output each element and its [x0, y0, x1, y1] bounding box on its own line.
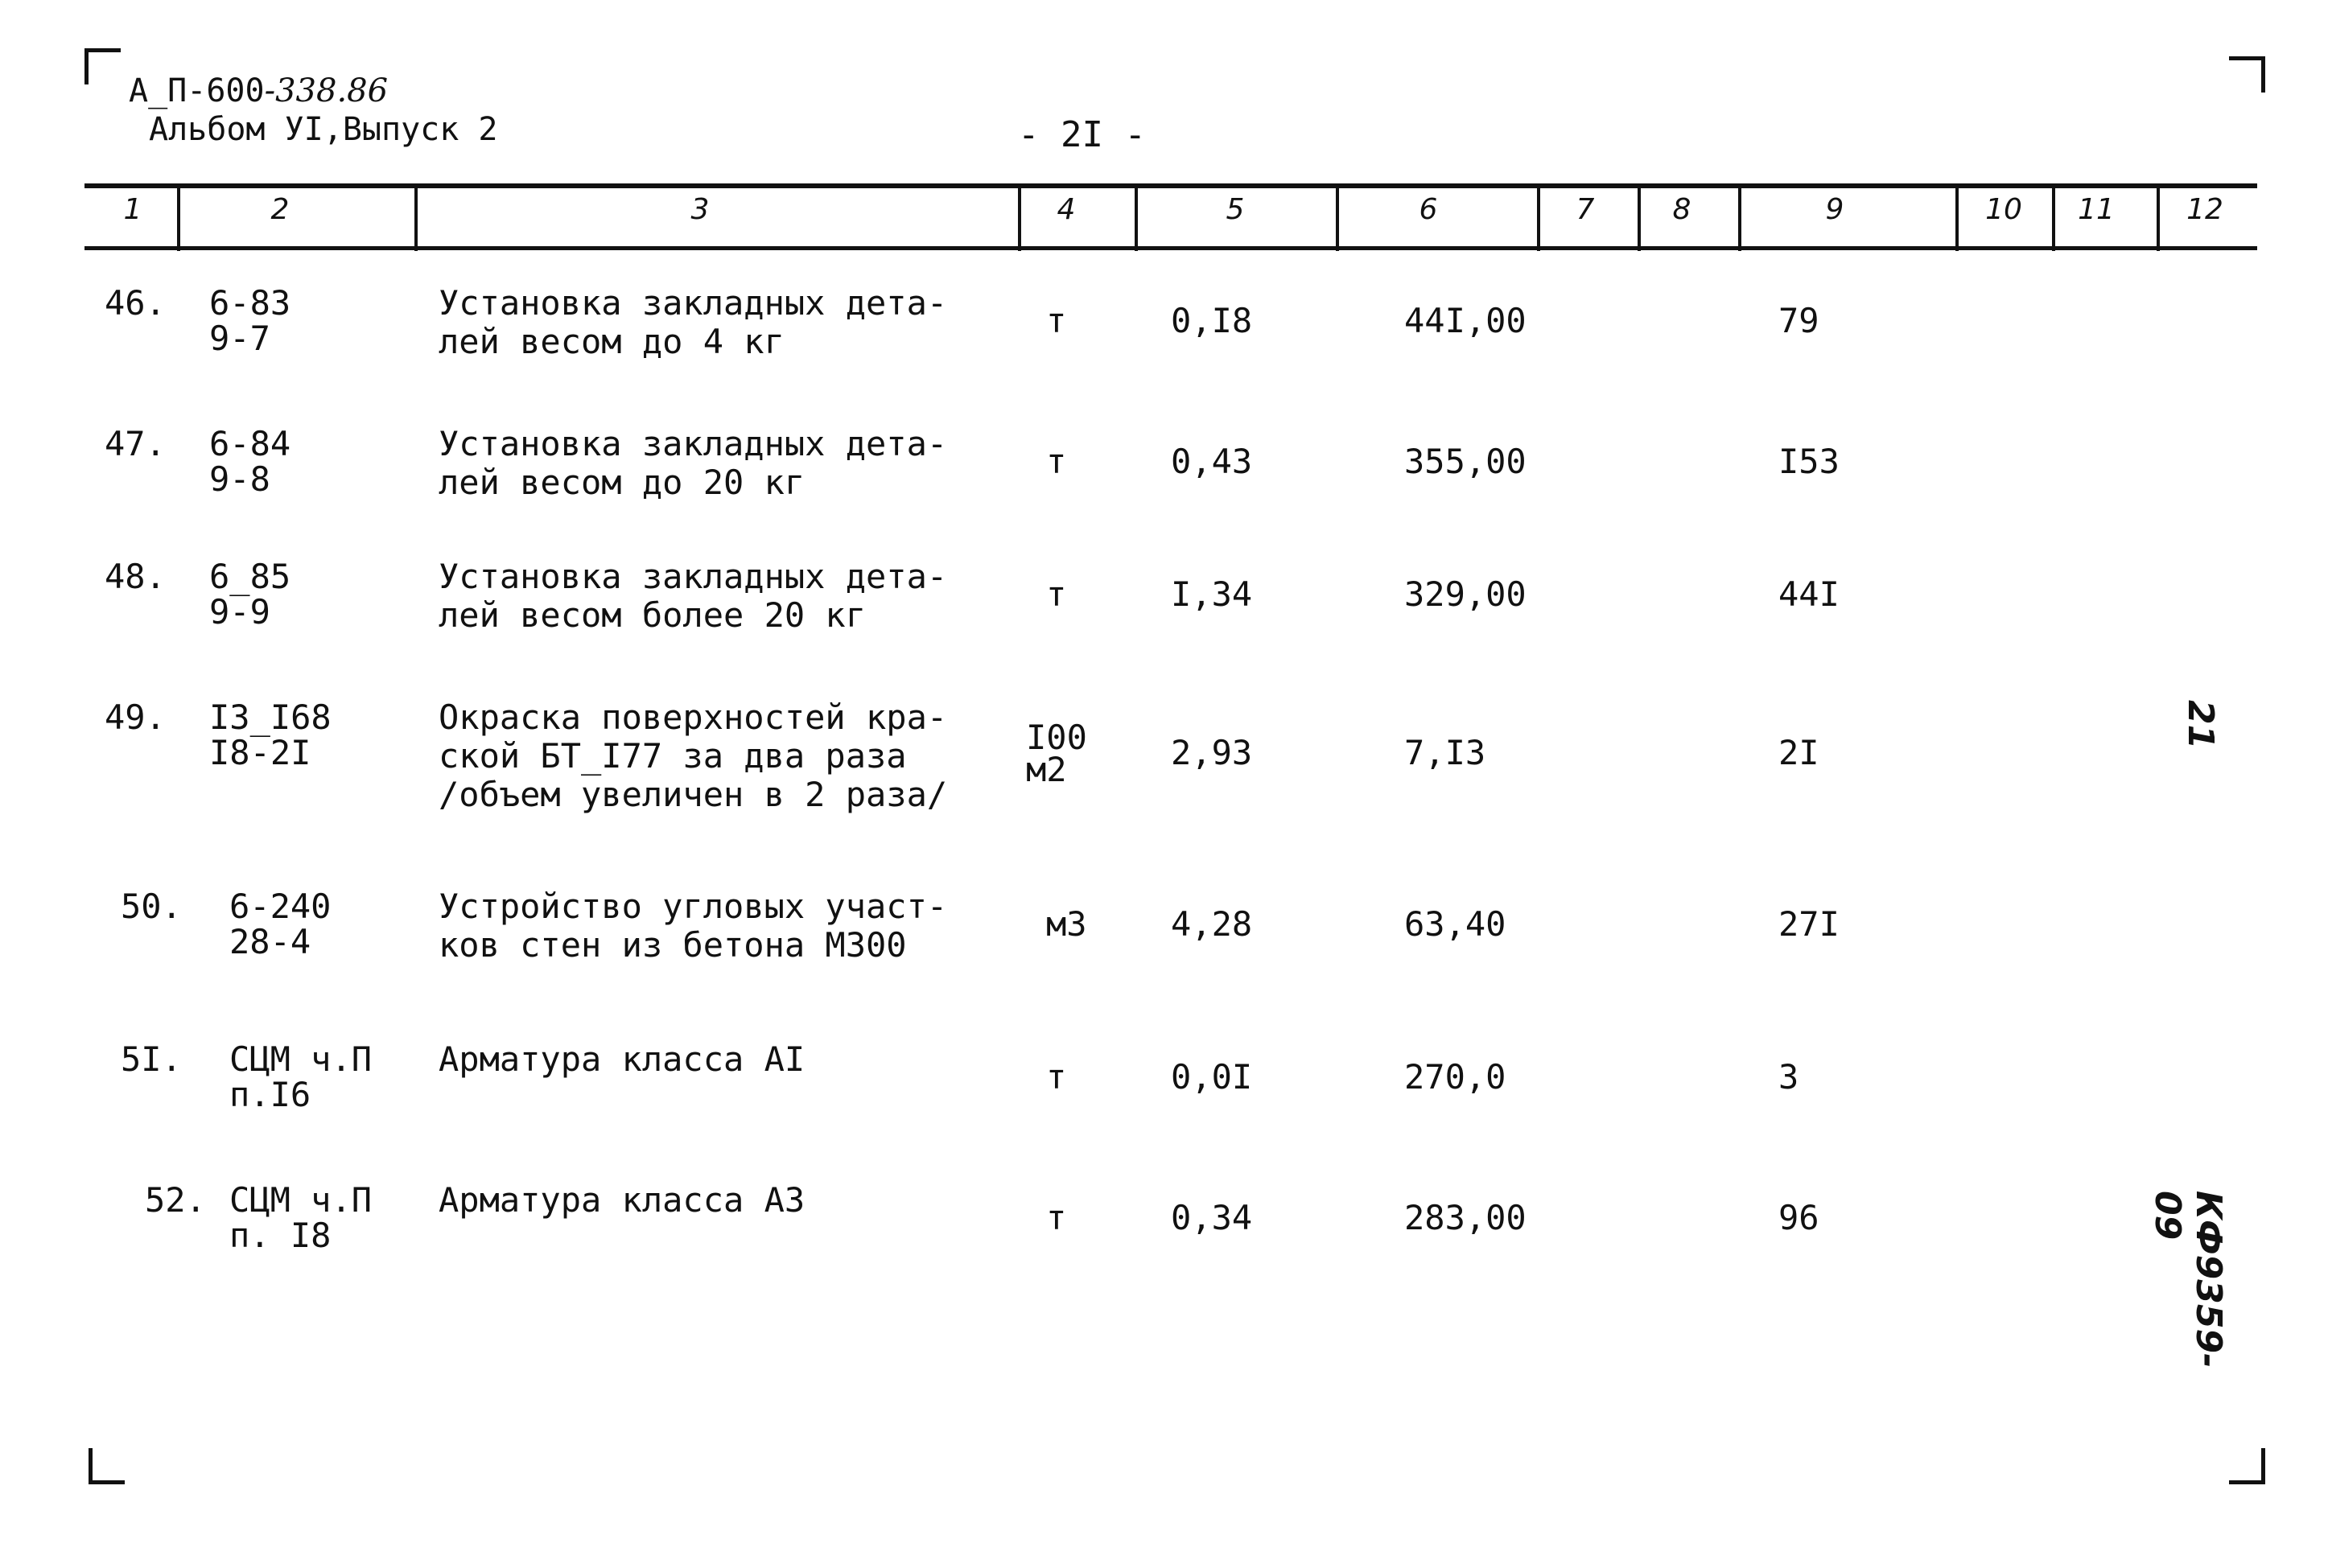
column-divider — [1738, 185, 1741, 251]
document-reference-printed: А_П-600 — [129, 72, 265, 109]
row-unit: т — [1046, 301, 1067, 340]
row-unit-price: 329,00 — [1404, 574, 1527, 614]
row-description: Окраска поверхностей кра- — [439, 698, 948, 737]
column-divider — [414, 185, 418, 251]
row-number: 52. — [145, 1180, 206, 1220]
row-number: 47. — [105, 424, 166, 463]
row-code: СЦМ ч.П — [229, 1180, 373, 1220]
row-total: 27I — [1778, 904, 1840, 944]
row-number: 46. — [105, 283, 166, 323]
row-description: /объем увеличен в 2 раза/ — [439, 775, 948, 814]
row-description: Установка закладных дета- — [439, 557, 948, 596]
row-number: 5I. — [121, 1039, 182, 1079]
row-unit-price: 63,40 — [1404, 904, 1506, 944]
row-description: лей весом более 20 кг — [439, 595, 867, 635]
row-total: 79 — [1778, 301, 1819, 340]
row-unit-price: 7,I3 — [1404, 733, 1486, 772]
row-unit-price: 44I,00 — [1404, 301, 1527, 340]
row-unit: I00 — [1026, 718, 1087, 757]
column-number-4: 4 — [1057, 193, 1076, 226]
column-divider — [1955, 185, 1959, 251]
page-number: - 2I - — [1018, 114, 1146, 155]
row-unit: м2 — [1026, 750, 1067, 789]
corner-mark-top-right — [2229, 56, 2265, 93]
row-description: Установка закладных дета- — [439, 424, 948, 463]
row-number: 50. — [121, 887, 182, 926]
document-reference-handwritten: -338.86 — [264, 72, 389, 109]
header-top-rule — [84, 183, 2257, 188]
column-number-2: 2 — [270, 193, 290, 226]
row-unit-price: 355,00 — [1404, 442, 1527, 481]
column-number-9: 9 — [1825, 193, 1844, 226]
row-code: 9-9 — [209, 592, 270, 632]
row-total: I53 — [1778, 442, 1840, 481]
row-description: ков стен из бетона М300 — [439, 925, 907, 965]
row-quantity: 0,43 — [1171, 442, 1253, 481]
row-code: 9-8 — [209, 459, 270, 499]
row-unit: т — [1046, 1057, 1067, 1097]
column-divider — [1638, 185, 1641, 251]
row-description: Арматура класса АЗ — [439, 1180, 806, 1220]
row-code: 6-240 — [229, 887, 332, 926]
header-bottom-rule — [84, 246, 2257, 250]
row-description: лей весом до 20 кг — [439, 463, 806, 502]
row-total: 96 — [1778, 1198, 1819, 1237]
column-number-1: 1 — [123, 193, 142, 226]
row-quantity: 4,28 — [1171, 904, 1253, 944]
row-quantity: I,34 — [1171, 574, 1253, 614]
row-number: 49. — [105, 698, 166, 737]
row-quantity: 0,0I — [1171, 1057, 1253, 1097]
row-total: 2I — [1778, 733, 1819, 772]
column-number-11: 11 — [2078, 193, 2115, 226]
row-description: Устройство угловых участ- — [439, 887, 948, 926]
album-label: Альбом УI,Выпуск 2 — [149, 111, 498, 148]
column-number-10: 10 — [1985, 193, 2022, 226]
column-number-3: 3 — [690, 193, 710, 226]
column-number-5: 5 — [1226, 193, 1245, 226]
side-stamp: КФ9359-09 — [2147, 1191, 2229, 1368]
column-divider — [1336, 185, 1339, 251]
row-quantity: 0,I8 — [1171, 301, 1253, 340]
row-unit: т — [1046, 1198, 1067, 1237]
document-reference — [129, 72, 388, 109]
row-unit-price: 270,0 — [1404, 1057, 1506, 1097]
row-unit: т — [1046, 442, 1067, 481]
column-divider — [1537, 185, 1540, 251]
column-divider — [1135, 185, 1138, 251]
row-code: 28-4 — [229, 922, 311, 961]
corner-mark-bottom-right — [2229, 1448, 2265, 1484]
column-number-6: 6 — [1419, 193, 1438, 226]
column-number-7: 7 — [1576, 193, 1595, 226]
corner-mark-bottom-left — [89, 1448, 125, 1484]
row-total: 3 — [1778, 1057, 1799, 1097]
column-divider — [2052, 185, 2055, 251]
row-code: 6-83 — [209, 283, 291, 323]
row-code: п.I6 — [229, 1075, 311, 1114]
row-code: I8-2I — [209, 733, 311, 772]
row-code: 6-84 — [209, 424, 291, 463]
row-description: Установка закладных дета- — [439, 283, 948, 323]
row-description: ской БТ_I77 за два раза — [439, 736, 907, 776]
side-page-number: 21 — [2180, 700, 2221, 750]
column-divider — [1018, 185, 1021, 251]
column-divider — [2157, 185, 2160, 251]
row-total: 44I — [1778, 574, 1840, 614]
row-description: Арматура класса АI — [439, 1039, 806, 1079]
corner-mark-top-left — [84, 48, 121, 84]
row-code: I3_I68 — [209, 698, 332, 737]
row-number: 48. — [105, 557, 166, 596]
row-quantity: 0,34 — [1171, 1198, 1253, 1237]
row-quantity: 2,93 — [1171, 733, 1253, 772]
row-code: 9-7 — [209, 319, 270, 358]
row-unit: м3 — [1046, 904, 1087, 944]
row-code: п. I8 — [229, 1216, 332, 1255]
row-unit-price: 283,00 — [1404, 1198, 1527, 1237]
row-unit: т — [1046, 574, 1067, 614]
row-description: лей весом до 4 кг — [439, 322, 785, 361]
row-code: 6_85 — [209, 557, 291, 596]
row-code: СЦМ ч.П — [229, 1039, 373, 1079]
column-number-12: 12 — [2186, 193, 2223, 226]
column-number-8: 8 — [1672, 193, 1691, 226]
column-divider — [177, 185, 180, 251]
